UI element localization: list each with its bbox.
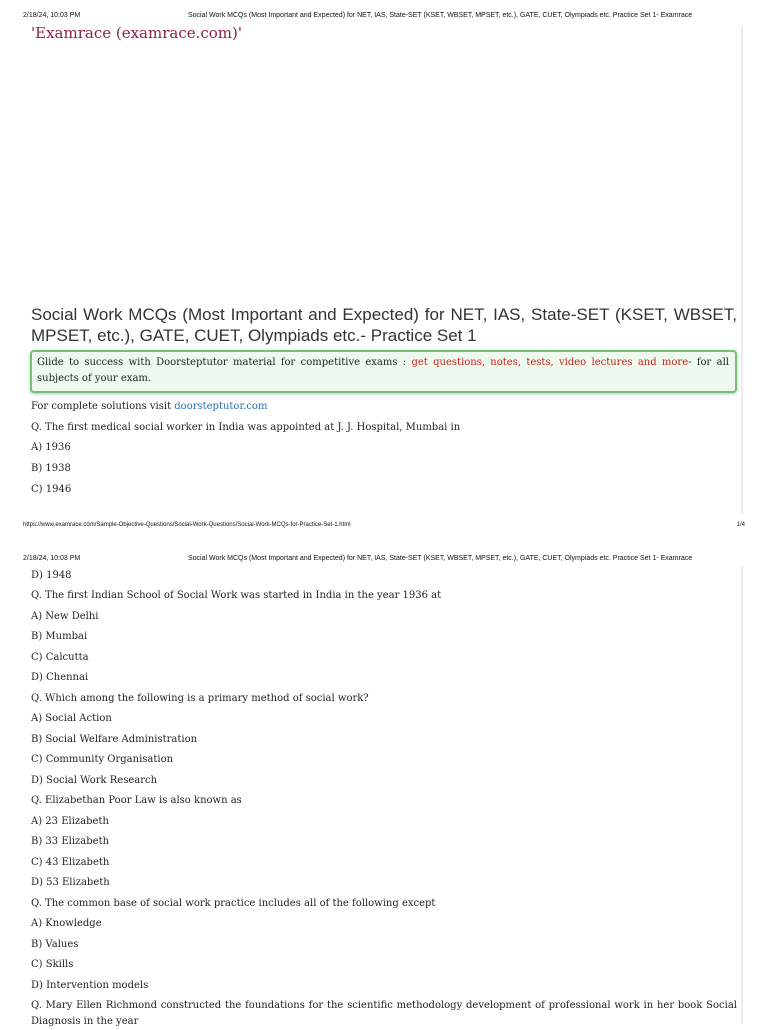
option-line: C) 43 Elizabeth	[31, 857, 110, 868]
solutions-prefix: For complete solutions visit	[31, 401, 175, 412]
option-line: C) Community Organisation	[31, 754, 174, 765]
option-line: A) New Delhi	[31, 611, 99, 622]
option-line: B) Social Welfare Administration	[31, 734, 198, 745]
question-line: Q. Elizabethan Poor Law is also known as	[31, 795, 242, 806]
page-edge-rule	[741, 26, 743, 513]
print-title: Social Work MCQs (Most Important and Expected) for NET, IAS, State-SET (KSET, WBSET, MPSET, etc.), GATE, CUET, Olympiads etc. Practice Set 1- Examrace	[188, 555, 693, 562]
print-footer	[23, 522, 745, 534]
option-line: A) Knowledge	[31, 918, 102, 929]
option-line: B) Mumbai	[31, 631, 88, 642]
print-datetime: 2/18/24, 10:03 PM	[23, 555, 81, 562]
print-page-number: 1/4	[736, 522, 745, 528]
option-line: B) 33 Elizabeth	[31, 836, 110, 847]
option-line: C) 1946	[31, 484, 72, 495]
print-url: https://www.examrace.com/Sample-Objective-Questions/Social-Work-Questions/Social-Work-MCQs-for-Practice-Set-1.html	[23, 522, 351, 528]
doorsteptutor-link[interactable]: doorsteptutor.com	[174, 401, 268, 412]
page-edge-rule	[741, 567, 743, 1024]
question-line: Q. Which among the following is a primary method of social work?	[31, 693, 369, 704]
option-line: B) Values	[31, 939, 79, 950]
promo-lead: Glide to success with Doorsteptutor material for competitive exams :	[37, 357, 412, 368]
option-line: D) 1948	[31, 570, 72, 581]
print-header	[23, 12, 745, 24]
option-line: D) Chennai	[31, 672, 89, 683]
option-line: C) Skills	[31, 959, 74, 970]
page-title: Social Work MCQs (Most Important and Expected) for NET, IAS, State-SET (KSET, WBSET, MPSET, etc.), GATE, CUET, Olympiads etc.- Practice Set 1	[31, 305, 737, 345]
print-title: Social Work MCQs (Most Important and Expected) for NET, IAS, State-SET (KSET, WBSET, MPSET, etc.), GATE, CUET, Olympiads etc. Practice Set 1- Examrace	[188, 12, 693, 19]
promo-box	[30, 350, 737, 393]
option-line: D) Intervention models	[31, 980, 149, 991]
promo-link[interactable]: get questions, notes, tests, video lectures and more	[411, 357, 689, 368]
solutions-line	[31, 401, 267, 412]
site-title[interactable]: 'Examrace (examrace.com)'	[31, 24, 243, 42]
question-line: Q. Mary Ellen Richmond constructed the foundations for the scientific methodology development of professional work in her book Social Diagnosis in the year	[31, 1000, 737, 1027]
option-line: B) 1938	[31, 463, 71, 474]
print-datetime: 2/18/24, 10:03 PM	[23, 12, 81, 19]
option-line: A) 23 Elizabeth	[31, 816, 109, 827]
option-line: A) Social Action	[31, 713, 112, 724]
option-line: C) Calcutta	[31, 652, 89, 663]
question-line: Q. The first medical social worker in India was appointed at J. J. Hospital, Mumbai in	[31, 422, 461, 433]
option-line: D) 53 Elizabeth	[31, 877, 110, 888]
option-line: D) Social Work Research	[31, 775, 158, 786]
promo-tail: - for all subjects of your exam.	[37, 357, 729, 384]
print-header	[23, 555, 745, 567]
question-line: Q. The common base of social work practice includes all of the following except	[31, 898, 436, 909]
option-line: A) 1936	[31, 442, 71, 453]
question-line: Q. The first Indian School of Social Work was started in India in the year 1936 at	[31, 590, 442, 601]
